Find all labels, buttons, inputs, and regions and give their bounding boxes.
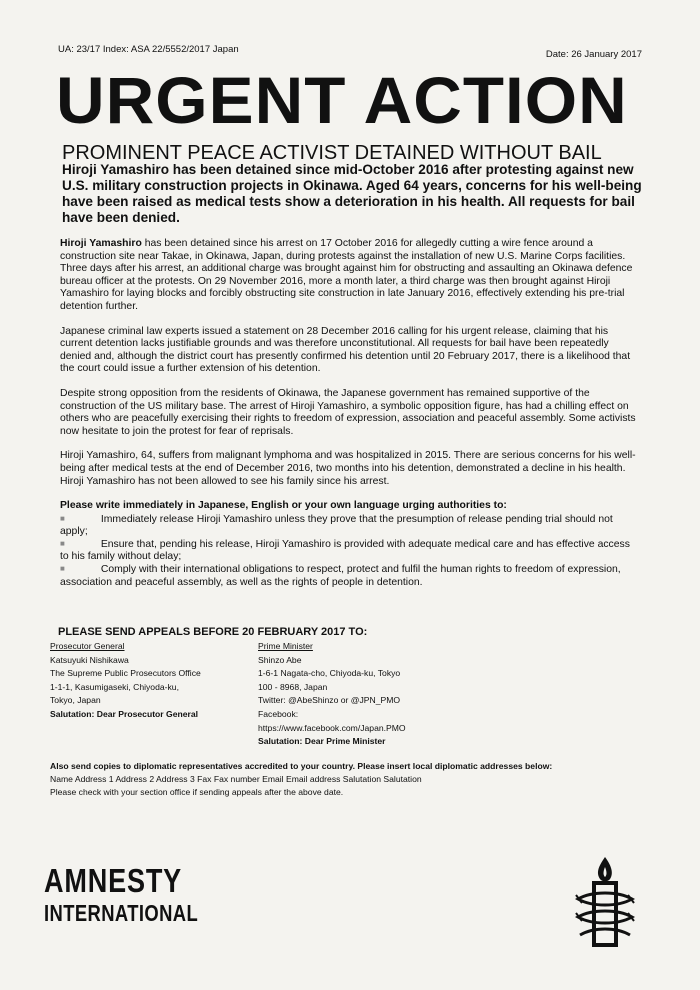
paragraph-1-text: has been detained since his arrest on 17 October 2016 for allegedly cutting a wire fence around a construction site near Takae, in Okinawa, Japan, during protests against the installation of new U.S. Marine Corps facilities. Three days after his arrest, an additional charge was brought against him for obstructing and assaulting an Okinawa defence bureau officer at the protests. On 29 November 2016, more a month later, a third charge was then brought against Hiroji Yamashiro for laying blocks and forcibly obstructing site construction in late January 2016, effectively extending his pre-trial detention further. [60, 238, 633, 312]
demand-item [60, 539, 640, 564]
pm-salutation: Salutation: Dear Prime Minister [258, 736, 386, 747]
address-line: Shinzo Abe [258, 654, 302, 665]
address-line: 1-6-1 Nagata-cho, Chiyoda-ku, Tokyo [258, 668, 401, 679]
copies-instruction: Also send copies to diplomatic representatives accredited to your country. Please insert local diplomatic addresses below: [50, 761, 553, 771]
appeals-heading: PLEASE SEND APPEALS BEFORE 20 FEBRUARY 2017 TO: [58, 626, 368, 638]
subject-name: Hiroji Yamashiro [60, 238, 142, 249]
demand-text: Immediately release Hiroji Yamashiro unless they prove that the presumption of release pending trial should not apply; [60, 513, 613, 538]
candle-barbed-wire-icon [572, 855, 638, 947]
body-text [60, 238, 640, 589]
paragraph-2: Japanese criminal law experts issued a statement on 28 December 2016 calling for his urgent release, claiming that his current detention lacks justifiable grounds and was therefore unconstitutional. All requests for bail have been repeatedly denied and, although the district court has presently confirmed his detention until 20 February 2017, there is a likelihood that the court could issue a further extension of his detention. [60, 325, 631, 375]
address-line: 100 - 8968, Japan [258, 681, 328, 692]
pm-address [258, 640, 478, 749]
amnesty-logo-text [44, 862, 237, 927]
pm-heading: Prime Minister [258, 641, 313, 651]
address-line: Facebook: [258, 708, 299, 719]
logo-line-1: AMNESTY [44, 862, 183, 899]
paragraph-1 [60, 238, 640, 314]
copies-section [50, 760, 650, 799]
demand-item [60, 514, 640, 539]
headline: PROMINENT PEACE ACTIVIST DETAINED WITHOUT BAIL [62, 142, 602, 164]
address-line: 1-1-1, Kasumigaseki, Chiyoda-ku, [50, 681, 179, 692]
paragraph-3: Despite strong opposition from the residents of Okinawa, the Japanese government has remained supportive of the construction of the US military base. The arrest of Hiroji Yamashiro, a symbolic opposition figure, has had a chilling effect on others who are peacefully exercising their rights to freedom of expression, association and peaceful assembly. Some activists now hesitate to join the protest for fear of reprisals. [60, 387, 636, 437]
urge-heading: Please write immediately in Japanese, English or your own language urging authorities to: [60, 500, 507, 512]
demand-item [60, 564, 640, 589]
address-line: https://www.facebook.com/Japan.PMO [258, 722, 406, 733]
bullet-square-icon: ■ [60, 564, 65, 574]
address-line: Tokyo, Japan [50, 695, 101, 706]
demand-text: Ensure that, pending his release, Hiroji Yamashiro is provided with adequate medical care and has effective access to his family without delay; [60, 538, 630, 563]
document-reference: UA: 23/17 Index: ASA 22/5552/2017 Japan [58, 44, 239, 55]
copies-note: Please check with your section office if sending appeals after the above date. [50, 787, 344, 797]
lead-paragraph: Hiroji Yamashiro has been detained since mid-October 2016 after protesting against new U.S. military construction projects in Okinawa. Aged 64 years, concerns for his well-being have been raised as medical tests show a deterioration in his health. All requests for bail have been denied. [62, 162, 642, 225]
copies-template-line: Name Address 1 Address 2 Address 3 Fax Fax number Email Email address Salutation Salutation [50, 774, 422, 784]
prosecutor-salutation: Salutation: Dear Prosecutor General [50, 708, 199, 719]
prosecutor-heading: Prosecutor General [50, 641, 125, 651]
prosecutor-address [50, 640, 250, 722]
page-title: URGENT ACTION [56, 63, 628, 137]
logo-line-2: INTERNATIONAL [44, 900, 199, 926]
demand-text: Comply with their international obligations to respect, protect and fulfil the human rights to freedom of expression, association and peaceful assembly, as well as the rights of people in detention. [60, 564, 621, 588]
document-date: Date: 26 January 2017 [545, 49, 642, 60]
address-line: Katsuyuki Nishikawa [50, 654, 129, 665]
address-line: Twitter: @AbeShinzo or @JPN_PMO [258, 695, 401, 706]
bullet-square-icon: ■ [60, 513, 65, 523]
demands-list [60, 514, 640, 590]
address-line: The Supreme Public Prosecutors Office [50, 668, 201, 679]
paragraph-4: Hiroji Yamashiro, 64, suffers from malignant lymphoma and was hospitalized in 2015. There are serious concerns for his well-being after medical tests at the end of December 2016, two months into his detention, demonstrated a decline in his health. Hiroji Yamashiro has not been allowed to see his family since his arrest. [60, 450, 636, 487]
bullet-square-icon: ■ [60, 538, 65, 548]
